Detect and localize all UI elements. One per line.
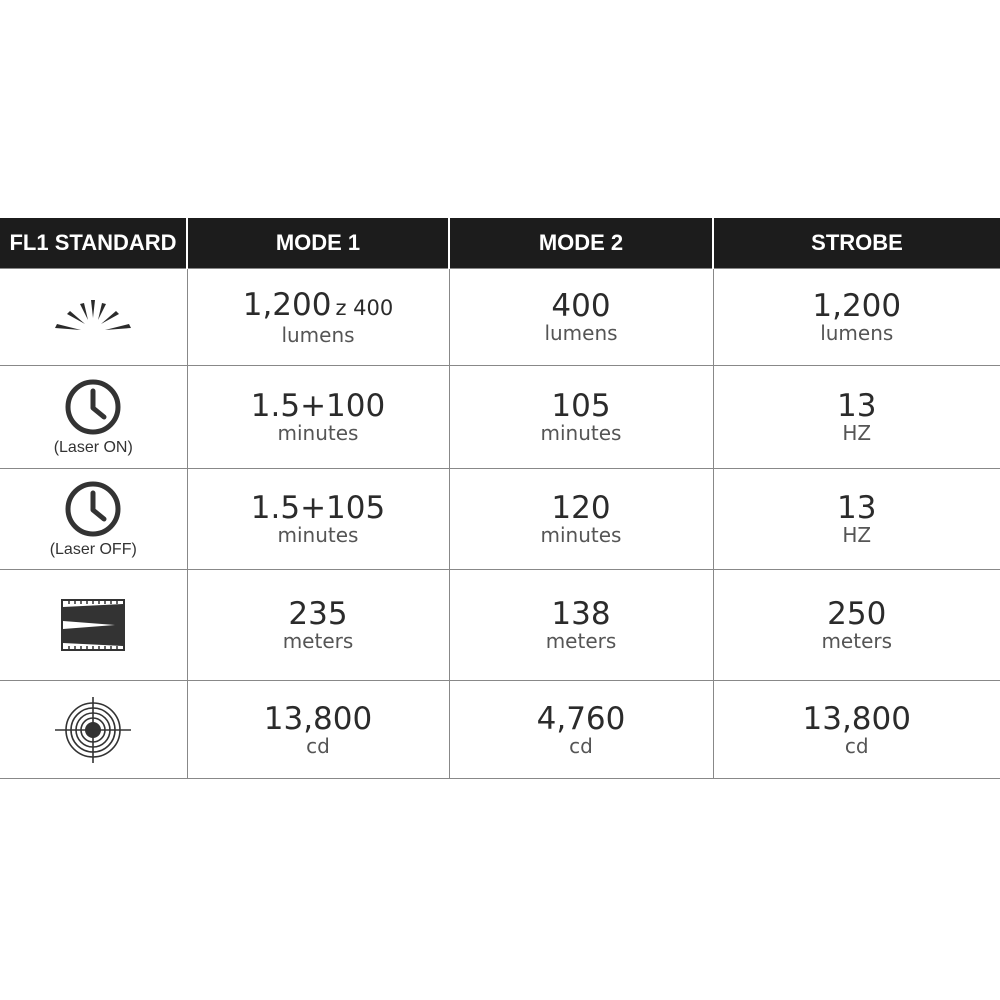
- strobe-runtime-on-cell: [713, 366, 1000, 469]
- mode2-runtime-off-value: 120: [551, 490, 611, 526]
- mode2-distance-value: 138: [551, 596, 611, 632]
- mode2-runtime-off-cell: [449, 469, 713, 570]
- mode1-lumens-cell: [187, 269, 449, 366]
- laser-on-caption: (Laser ON): [53, 439, 133, 456]
- mode1-runtime-on-unit: minutes: [277, 421, 359, 445]
- table-row: [0, 269, 1000, 366]
- strobe-intensity-cell: [713, 681, 1000, 779]
- mode1-runtime-off-cell: [187, 469, 449, 570]
- mode2-runtime-on-value: 105: [551, 388, 611, 424]
- mode1-intensity-unit: cd: [306, 733, 330, 758]
- strobe-distance-unit: meters: [821, 629, 893, 653]
- mode2-runtime-off-unit: minutes: [540, 523, 622, 547]
- strobe-lumens-unit: lumens: [820, 321, 894, 345]
- mode1-lumens-unit: lumens: [281, 322, 355, 347]
- mode2-lumens-value: 400: [551, 288, 611, 324]
- mode2-intensity-value: 4,760: [536, 700, 626, 737]
- mode1-distance-cell: [187, 570, 449, 681]
- strobe-intensity-value: 13,800: [802, 700, 911, 737]
- strobe-lumens-value: 1,200: [812, 288, 902, 324]
- mode1-runtime-on-value: 1.5+100: [250, 388, 386, 424]
- table-row: [0, 469, 1000, 570]
- strobe-lumens-cell: [713, 269, 1000, 366]
- strobe-distance-value: 250: [827, 596, 887, 632]
- table-row: [0, 681, 1000, 779]
- mode2-distance-unit: meters: [545, 629, 617, 653]
- mode2-lumens-cell: [449, 269, 713, 366]
- row-icon-cell: [0, 681, 187, 779]
- mode1-intensity-value: 13,800: [263, 700, 373, 737]
- table-row: [0, 570, 1000, 681]
- mode2-distance-cell: [449, 570, 713, 681]
- row-icon-cell: [0, 269, 187, 366]
- mode2-lumens-unit: lumens: [544, 321, 618, 345]
- mode1-runtime-off-value: 1.5+105: [250, 490, 386, 526]
- strobe-distance-cell: [713, 570, 1000, 681]
- mode1-distance-unit: meters: [282, 629, 354, 653]
- strobe-runtime-on-unit: HZ: [842, 421, 872, 445]
- spec-table: [0, 218, 1000, 779]
- row-icon-cell: [0, 469, 187, 570]
- row-icon-cell: [0, 570, 187, 681]
- header-mode-1: MODE 1: [187, 218, 449, 269]
- brightness-rays-icon: [53, 292, 133, 342]
- mode1-intensity-cell: [187, 681, 449, 779]
- strobe-runtime-off-value: 13: [837, 490, 877, 526]
- mode1-runtime-off-unit: minutes: [277, 523, 359, 547]
- strobe-runtime-off-unit: HZ: [842, 523, 872, 547]
- header-strobe: STROBE: [713, 218, 1000, 269]
- strobe-runtime-on-value: 13: [837, 388, 877, 424]
- clock-icon: [63, 377, 123, 437]
- header-row: [0, 218, 1000, 269]
- clock-icon: [63, 479, 123, 539]
- laser-off-caption: (Laser OFF): [49, 541, 137, 558]
- mode1-distance-value: 235: [288, 596, 348, 632]
- mode2-runtime-on-cell: [449, 366, 713, 469]
- mode2-intensity-cell: [449, 681, 713, 779]
- mode1-lumens-value: 1,200: [242, 286, 332, 323]
- row-icon-cell: [0, 366, 187, 469]
- beam-distance-icon: [61, 599, 125, 651]
- mode1-lumens-secondary: z 400: [335, 295, 394, 320]
- mode2-runtime-on-unit: minutes: [540, 421, 622, 445]
- header-mode-2: MODE 2: [449, 218, 713, 269]
- strobe-intensity-unit: cd: [844, 733, 869, 758]
- mode2-intensity-unit: cd: [569, 733, 593, 758]
- mode1-runtime-on-cell: [187, 366, 449, 469]
- strobe-runtime-off-cell: [713, 469, 1000, 570]
- table-row: [0, 366, 1000, 469]
- target-crosshair-icon: [53, 695, 133, 765]
- header-fl1-standard: FL1 STANDARD: [0, 218, 187, 269]
